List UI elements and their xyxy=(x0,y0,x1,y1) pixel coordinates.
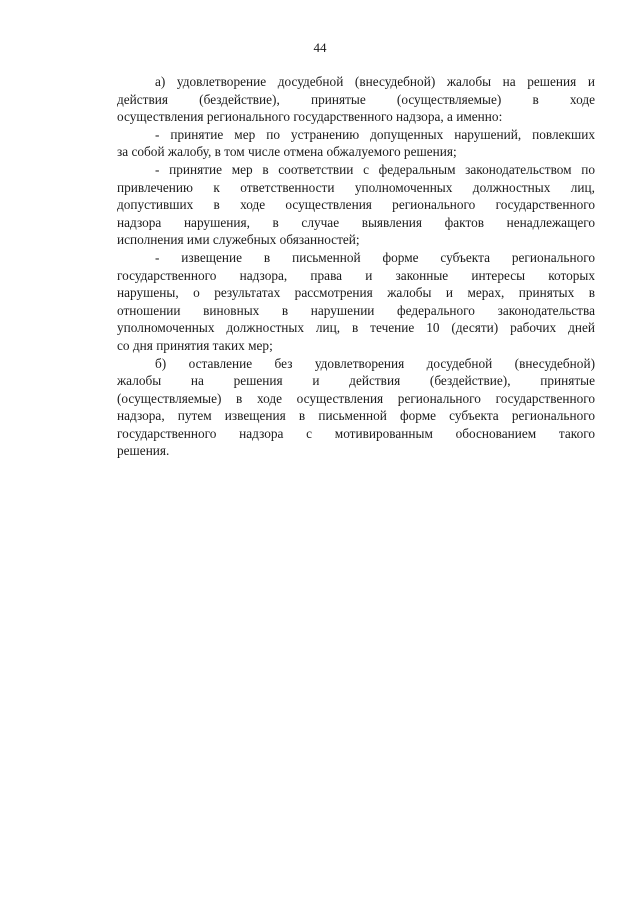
text-line: государственного надзора, права и законные интересы которых xyxy=(117,267,595,283)
text-line: исполнения ими служебных обязанностей; xyxy=(117,232,360,248)
text-line: осуществления регионального государственного надзора, а именно: xyxy=(117,109,503,125)
text-line: решения. xyxy=(117,443,170,459)
text-line: действия (бездействие), принятые (осуществляемые) в ходе xyxy=(117,91,595,107)
document-body xyxy=(117,73,595,460)
text-line: - извещение в письменной форме субъекта регионального xyxy=(155,249,595,265)
text-line: а) удовлетворение досудебной (внесудебной) жалобы на решения и xyxy=(155,74,595,89)
text-line: со дня принятия таких мер; xyxy=(117,337,273,353)
text-line: уполномоченных должностных лиц, в течение 10 (десяти) рабочих дней xyxy=(117,320,595,336)
text-line: б) оставление без удовлетворения досудебной (внесудебной) xyxy=(155,355,595,371)
text-line: государственного надзора с мотивированным обоснованием такого xyxy=(117,425,595,441)
text-line: за собой жалобу, в том числе отмена обжалуемого решения; xyxy=(117,144,457,160)
text-line: - принятие мер по устранению допущенных нарушений, повлекших xyxy=(155,126,595,142)
text-line: привлечению к ответственности уполномоченных должностных лиц, xyxy=(117,179,595,195)
text-line: (осуществляемые) в ходе осуществления регионального государственного xyxy=(117,390,595,406)
text-line: - принятие мер в соответствии с федеральным законодательством по xyxy=(155,161,595,177)
text-line: надзора, путем извещения в письменной форме субъекта регионального xyxy=(117,408,595,424)
text-line: надзора нарушения, в случае выявления фактов ненадлежащего xyxy=(117,214,595,230)
text-line: отношении виновных в нарушении федерального законодательства xyxy=(117,302,595,318)
text-line: нарушены, о результатах рассмотрения жалобы и мерах, принятых в xyxy=(117,285,595,301)
text-line: допустивших в ходе осуществления регионального государственного xyxy=(117,197,595,213)
page-number: 44 xyxy=(313,40,327,55)
text-line: жалобы на решения и действия (бездействие), принятые xyxy=(117,373,595,389)
